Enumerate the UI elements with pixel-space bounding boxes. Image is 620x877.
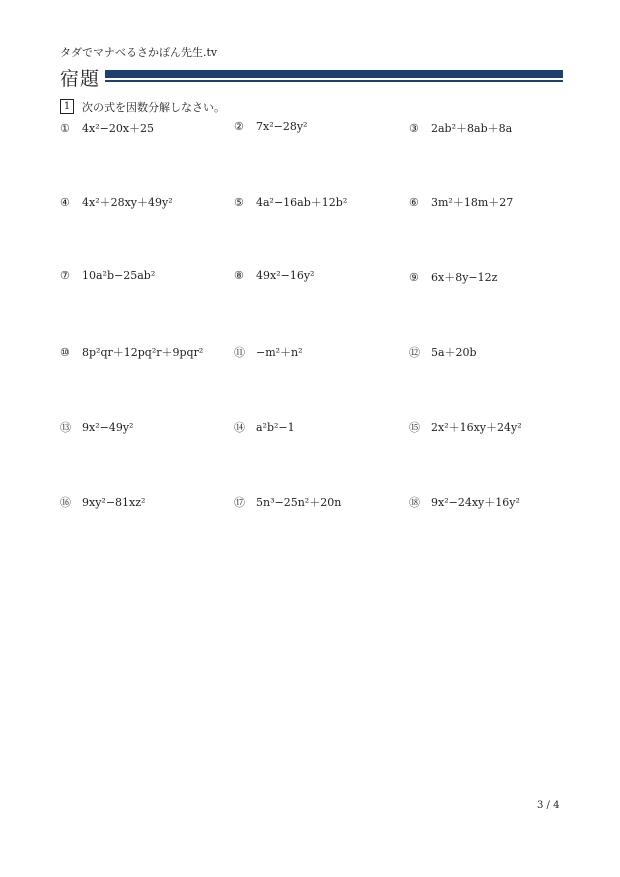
problem-expression: a²b²−1: [256, 421, 295, 434]
problem-11: [234, 344, 303, 360]
problem-number: ⑰: [234, 496, 245, 509]
problem-16: [60, 494, 145, 510]
problem-expression: 9x²−24xy＋16y²: [431, 496, 520, 509]
problem-number: ⑪: [234, 346, 245, 359]
problem-15: [409, 419, 522, 435]
problem-number: ⑮: [409, 421, 420, 434]
problem-expression: 10a²b−25ab²: [82, 269, 156, 282]
problem-1: [60, 120, 154, 136]
problem-number: ①: [60, 122, 70, 135]
problem-6: [409, 194, 513, 210]
problem-number: ⑬: [60, 421, 71, 434]
problem-number: ⑤: [234, 196, 244, 209]
problem-expression: 5n³−25n²＋20n: [256, 496, 342, 509]
problem-number: ④: [60, 196, 70, 209]
problem-number: ⑧: [234, 269, 244, 282]
title-rule-thin: [105, 80, 563, 82]
problem-number: ⑫: [409, 346, 420, 359]
problem-expression: 49x²−16y²: [256, 269, 315, 282]
problem-expression: 9xy²−81xz²: [82, 496, 146, 509]
title-rule: [105, 70, 563, 82]
problem-3: [409, 120, 512, 136]
problem-number: ⑦: [60, 269, 70, 282]
problem-number: ⑥: [409, 196, 419, 209]
problem-expression: 9x²−49y²: [82, 421, 134, 434]
problem-8: [234, 269, 314, 282]
problem-expression: 4x²＋28xy＋49y²: [82, 196, 173, 209]
problem-14: [234, 419, 295, 435]
problem-expression: 6x＋8y−12z: [431, 271, 498, 284]
problem-4: [60, 194, 173, 210]
page-number: 3 / 4: [537, 800, 560, 811]
problem-5: [234, 194, 347, 210]
page-title: 宿題: [60, 68, 101, 90]
problem-number: ⑯: [60, 496, 71, 509]
problem-9: [409, 269, 497, 285]
problem-12: [409, 344, 477, 360]
site-name: タダでマナべるさかぽん先生.tv: [60, 46, 218, 59]
problem-10: [60, 344, 203, 360]
problem-7: [60, 269, 155, 282]
problem-number: ⑭: [234, 421, 245, 434]
problem-13: [60, 419, 133, 435]
problem-expression: 5a＋20b: [431, 346, 477, 359]
title-rule-thick: [105, 70, 563, 78]
problem-17: [234, 494, 341, 510]
problem-number: ②: [234, 120, 244, 133]
problem-18: [409, 494, 520, 510]
problem-expression: 3m²＋18m＋27: [431, 196, 514, 209]
problem-expression: 7x²−28y²: [256, 120, 308, 133]
problem-expression: 2x²＋16xy＋24y²: [431, 421, 522, 434]
problem-expression: 4a²−16ab＋12b²: [256, 196, 348, 209]
problem-2: [234, 120, 307, 133]
problem-number: ⑨: [409, 271, 419, 284]
problem-number: ⑱: [409, 496, 420, 509]
problem-expression: 8p²qr＋12pq²r＋9pqr²: [82, 346, 204, 359]
problem-expression: 2ab²＋8ab＋8a: [431, 122, 513, 135]
problem-expression: −m²＋n²: [256, 346, 303, 359]
problem-number: ⑩: [60, 346, 70, 359]
question-number-box: 1: [60, 99, 74, 114]
question-instruction: 次の式を因数分解しなさい。: [82, 101, 225, 114]
problem-number: ③: [409, 122, 419, 135]
problem-expression: 4x²−20x＋25: [82, 122, 155, 135]
